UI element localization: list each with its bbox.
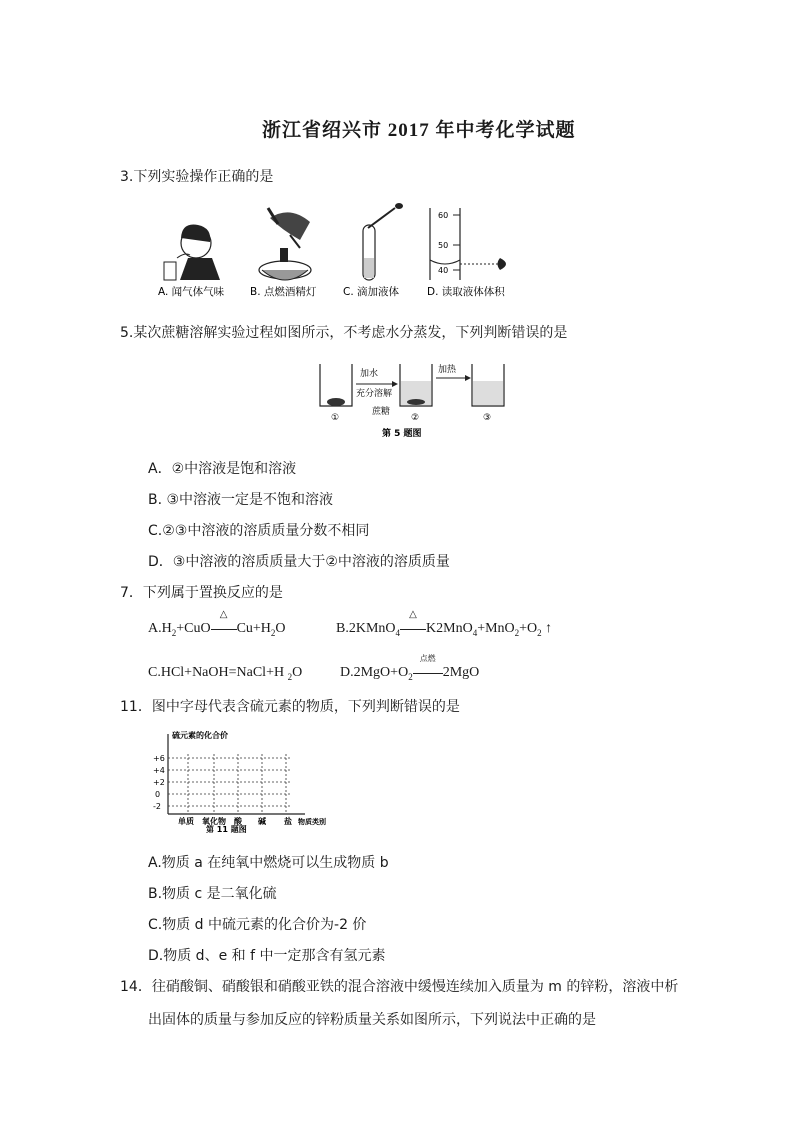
y-tick: -2: [153, 802, 161, 811]
q11-option-d: D.物质 d、e 和 f 中一定那含有氢元素: [148, 948, 386, 964]
y-tick: +6: [153, 754, 165, 763]
x-axis-label: 物质类别: [298, 818, 326, 826]
q3-stem: 3.下列实验操作正确的是: [120, 169, 274, 185]
caption-c: C. 滴加液体: [343, 286, 400, 298]
q11-option-a: A.物质 a 在纯氧中燃烧可以生成物质 b: [148, 855, 389, 871]
caption-b: B. 点燃酒精灯: [250, 286, 317, 298]
q11-stem: 11．图中字母代表含硫元素的物质，下列判断错误的是: [120, 699, 460, 715]
q11-option-b: B.物质 c 是二氧化硫: [148, 886, 277, 902]
q14-stem-line2: 出固体的质量与参加反应的锌粉质量关系如图所示，下列说法中正确的是: [148, 1012, 596, 1028]
q11-fig-title: 第 11 题图: [206, 825, 247, 834]
cylinder-tick-40: 40: [438, 266, 449, 275]
q7-option-d: $D.2MgO+O_2$ 点燃 2MgO: [340, 654, 480, 682]
page-title: 浙江省绍兴市 2017 年中考化学试题: [262, 120, 576, 141]
q5-option-a: A．②中溶液是饱和溶液: [148, 461, 297, 477]
q5-option-d: D．③中溶液的溶质质量大于②中溶液的溶质质量: [148, 554, 450, 570]
q7-option-a: $A.H_2+CuO$ △ $Cu+H_2O$: [148, 609, 286, 638]
q7-option-c: C.HCl+NaOH=NaCl+H $_2$O: [148, 665, 303, 682]
y-tick: 0: [155, 790, 161, 799]
beaker-label-3: ③: [483, 413, 492, 423]
x-label: 单质: [178, 817, 194, 826]
q5-figure: [310, 356, 510, 442]
x-label: 酸: [234, 817, 242, 826]
q7-stem: 7．下列属于置换反应的是: [120, 585, 283, 601]
q14-stem-line1: 14．往硝酸铜、硝酸银和硝酸亚铁的混合溶液中缓慢连续加入质量为 m 的锌粉，溶液中析: [120, 979, 679, 995]
q5-option-b: B. ③中溶液一定是不饱和溶液: [148, 492, 334, 508]
beaker-label-1: ①: [331, 413, 340, 423]
q5-option-c: C.②③中溶液的溶质质量分数不相同: [148, 523, 370, 539]
q11-option-c: C.物质 d 中硫元素的化合价为-2 价: [148, 917, 367, 933]
y-tick: +4: [153, 766, 165, 775]
chart-title: 硫元素的化合价: [172, 731, 228, 740]
y-tick: +2: [153, 778, 165, 787]
label-dissolve: 充分溶解: [356, 389, 393, 399]
q3-figure: [150, 200, 530, 310]
person-smelling-illustration: [164, 225, 220, 280]
x-label: 盐: [284, 817, 292, 826]
caption-a: A. 闻气体气味: [158, 286, 225, 298]
beaker-label-2: ②: [411, 413, 420, 423]
caption-d: D. 读取液体体积: [427, 286, 505, 298]
q11-figure: [150, 726, 340, 834]
cylinder-tick-50: 50: [438, 241, 449, 250]
x-label: 碱: [258, 817, 266, 826]
label-sugar: 蔗糖: [372, 407, 391, 417]
label-add-water: 加水: [360, 369, 379, 379]
x-label: 氧化物: [202, 817, 226, 826]
q5-fig-title: 第 5 题图: [382, 429, 422, 439]
alcohol-lamp-illustration: [259, 208, 311, 280]
q7-option-b: B.2KMnO$_4$ △ $K2MnO_4+MnO_2+O_2$ ↑: [336, 609, 553, 638]
label-heat: 加热: [438, 365, 457, 375]
cylinder-tick-60: 60: [438, 211, 449, 220]
dropper-test-tube-illustration: [363, 203, 403, 280]
q5-stem: 5.某次蔗糖溶解实验过程如图所示，不考虑水分蒸发，下列判断错误的是: [120, 325, 568, 341]
